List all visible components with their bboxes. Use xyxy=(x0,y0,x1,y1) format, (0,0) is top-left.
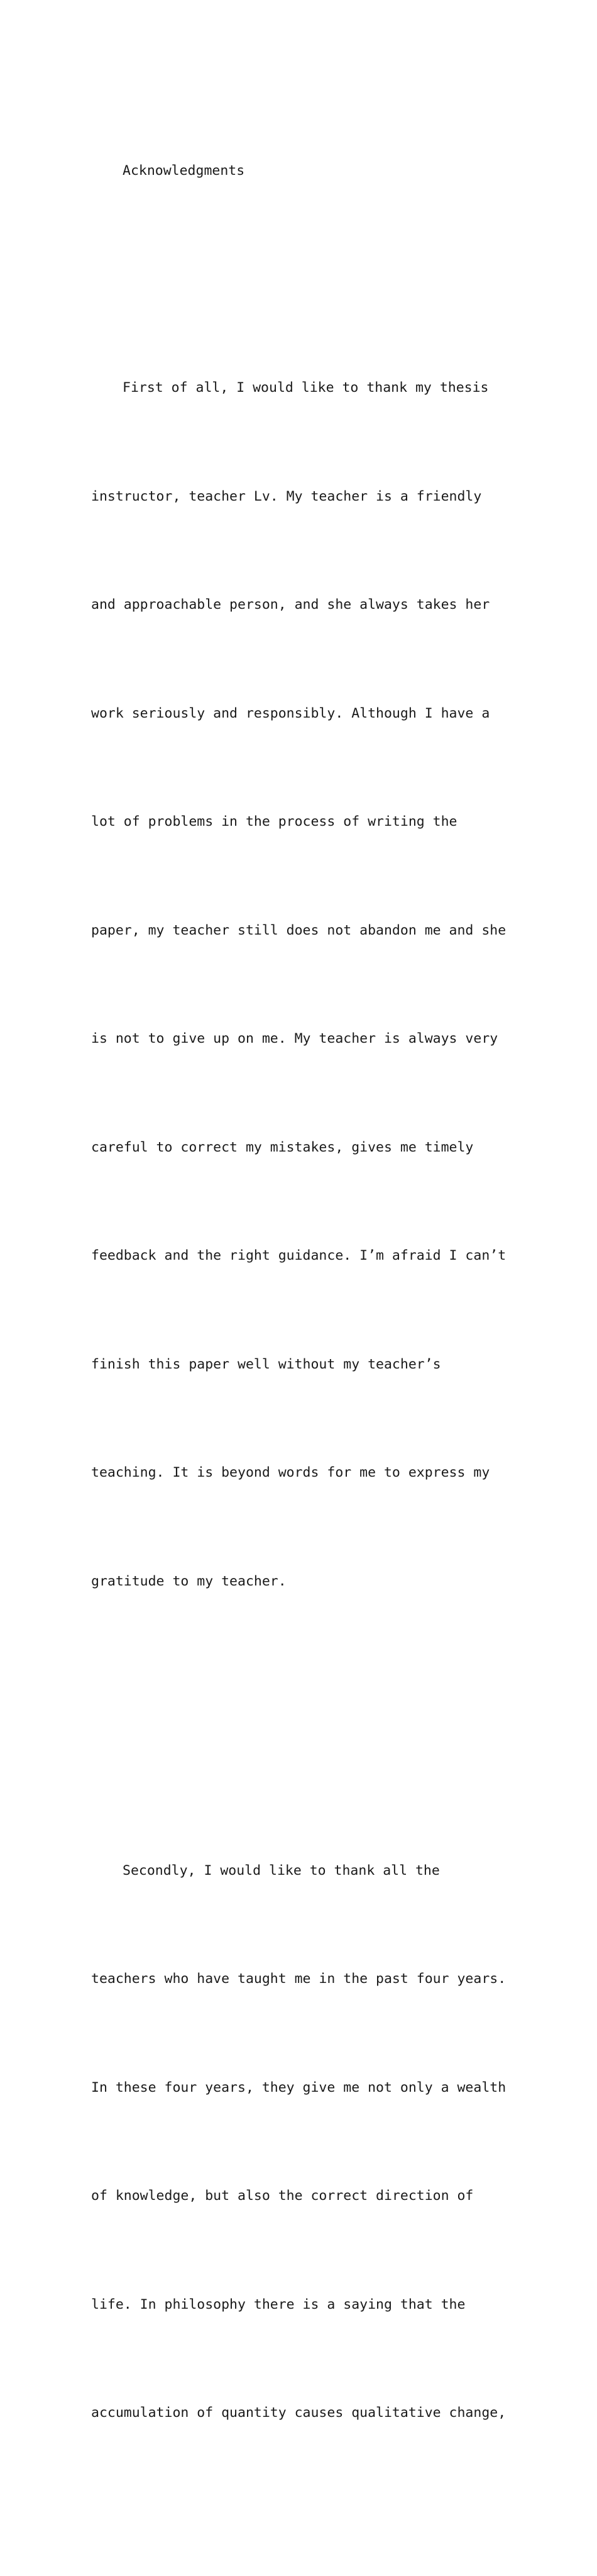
paragraph-line: is not to give up on me. My teacher is always very xyxy=(91,1031,498,1046)
paragraph-line: teachers who have taught me in the past four years. xyxy=(91,1971,507,1987)
paragraph-line: First of all, I would like to thank my thesis xyxy=(123,380,489,396)
paragraph-line: teaching. It is beyond words for me to express my xyxy=(91,1465,490,1480)
paragraph-line: feedback and the right guidance. I’m afraid I can’t xyxy=(91,1248,507,1263)
paragraph-line: lot of problems in the process of writing the xyxy=(91,814,457,830)
paragraph-line: instructor, teacher Lv. My teacher is a friendly xyxy=(91,488,482,504)
paragraph-line: work seriously and responsibly. Although I have a xyxy=(91,705,490,721)
paragraph-line: gratitude to my teacher. xyxy=(91,1573,287,1589)
paragraph-line: In these four years, they give me not only a wealth xyxy=(91,2079,507,2096)
document-body xyxy=(91,80,518,2576)
paragraph-line: of knowledge, but also the correct direction of xyxy=(91,2188,474,2204)
paragraph-line: Secondly, I would like to thank all the xyxy=(123,1862,440,1879)
paragraph-line: paper, my teacher still does not abandon me and she xyxy=(91,922,507,938)
document-title: Acknowledgments xyxy=(123,163,245,179)
paragraph-line: careful to correct my mistakes, gives me timely xyxy=(91,1139,474,1155)
paragraph-line: accumulation of quantity causes qualitative change, xyxy=(91,2405,507,2421)
paragraph-2 xyxy=(91,1780,518,2504)
paragraph-line: finish this paper well without my teacher’s xyxy=(91,1356,441,1372)
paragraph-line: and approachable person, and she always takes her xyxy=(91,597,490,613)
paragraph-line: life. In philosophy there is a saying that the xyxy=(91,2296,466,2312)
paragraph-1 xyxy=(91,297,518,1672)
